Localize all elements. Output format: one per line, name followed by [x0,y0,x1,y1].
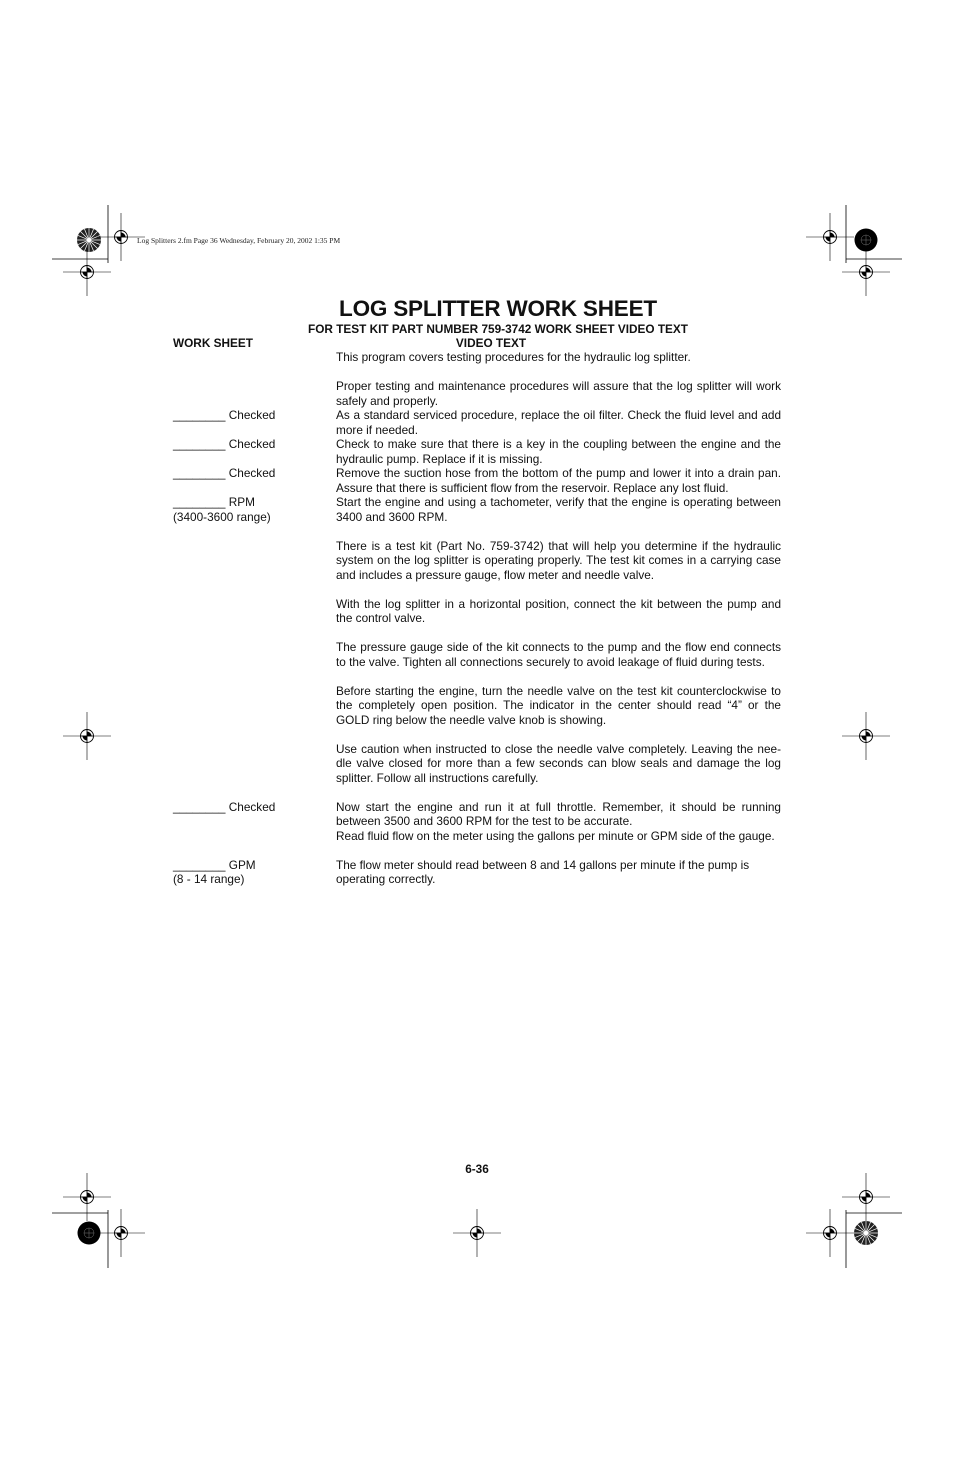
text-line: Read fluid flow on the meter using the gallons per minute or GPM side of the gauge. [336,828,775,843]
work-sheet-cell [173,495,336,524]
column-header-video-text: VIDEO TEXT [455,336,527,350]
text-line: between 3500 and 3600 RPM for the test to be accurate. [336,814,633,828]
table-row [173,495,781,524]
table-row [173,466,781,495]
video-text-cell [336,597,781,626]
table-row [173,350,781,365]
work-sheet-cell [173,640,336,669]
rpm-blank[interactable]: ________ RPM [173,495,255,509]
text-line: the completely open position. The indicator in the center should read “4” or the [336,698,781,712]
work-sheet-cell [173,858,336,887]
video-text-cell [336,495,781,524]
rpm-range-label: (3400-3600 range) [173,509,271,524]
gpm-blank[interactable]: ________ GPM [173,857,256,872]
work-sheet-cell [173,379,336,408]
work-sheet-cell [173,539,336,583]
checked-blank[interactable]: ________ Checked [173,437,276,451]
video-text-cell [336,539,781,583]
text-line: Now start the engine and run it at full throttle. Remember, it should be running [336,799,781,814]
registration-mark-icon [63,712,111,760]
registration-mark-icon [63,248,111,296]
text-line: system on the log splitter is operating properly. The test kit comes in a carrying case [336,553,781,567]
text-line: There is a test kit (Part No. 759-3742) that will help you determine if the hydraulic [336,538,781,553]
video-text-cell [336,742,781,786]
page-subtitle: FOR TEST KIT PART NUMBER 759-3742 WORK SHEET VIDEO TEXT [308,322,688,336]
registration-mark-icon [842,1173,890,1221]
text-line: safely and properly. [336,393,439,408]
table-row [173,800,781,844]
work-sheet-cell [173,742,336,786]
text-line: As a standard serviced procedure, replace the oil filter. Check the fluid level and add [336,408,781,422]
text-line: Proper testing and maintenance procedures will assure that the log splitter will work [336,379,781,393]
video-text-cell [336,858,781,887]
registration-mark-icon [97,1209,145,1257]
table-row [173,597,781,626]
work-sheet-cell [173,800,336,844]
work-sheet-cell [173,350,336,365]
registration-mark-icon [842,248,890,296]
table-row [173,640,781,669]
work-sheet-cell [173,437,336,466]
video-text-cell [336,466,781,495]
video-text-cell [336,379,781,408]
text-line: the control valve. [336,611,426,625]
table-row [173,684,781,728]
text-line: operating correctly. [336,872,436,886]
starburst-target-icon [77,228,101,252]
checked-blank[interactable]: ________ Checked [173,466,276,480]
text-line: Remove the suction hose from the bottom of the pump and lower it into a drain pan. [336,466,781,480]
text-line: This program covers testing procedures for the hydraulic log splitter. [336,350,691,364]
work-sheet-cell [173,597,336,626]
starburst-target-icon [854,1221,878,1245]
registration-mark-icon [806,1209,854,1257]
file-slug-line: Log Splitters 2.fm Page 36 Wednesday, February 20, 2002 1:35 PM [137,236,341,245]
table-row [173,858,781,887]
video-text-cell [336,408,781,437]
table-row [173,742,781,786]
column-header-work-sheet: WORK SHEET [173,336,253,350]
text-line: more if needed. [336,422,418,437]
text-line: Start the engine and using a tachometer, verify that the engine is operating between [336,495,781,509]
page-number: 6-36 [465,1162,489,1176]
video-text-cell [336,684,781,728]
table-row [173,408,781,437]
page-title: LOG SPLITTER WORK SHEET [339,296,657,321]
checked-blank[interactable]: ________ Checked [173,799,276,814]
table-row [173,437,781,466]
work-sheet-cell [173,684,336,728]
text-line: to the valve. Tighten all connections securely to avoid leakage of fluid during tests. [336,654,765,669]
registration-mark-icon [806,213,854,261]
text-line: dle valve closed for more than a few seconds can blow seals and damage the log [336,756,781,770]
gpm-range-label: (8 - 14 range) [173,872,245,886]
table-row [173,379,781,408]
text-line: Check to make sure that there is a key in the coupling between the engine and the [336,437,781,451]
work-sheet-table [173,350,781,887]
registration-mark-icon [63,1173,111,1221]
text-line: Before starting the engine, turn the needle valve on the test kit counterclockwise to [336,683,781,698]
table-row [173,539,781,583]
text-line: With the log splitter in a horizontal position, connect the kit between the pump and [336,596,781,611]
video-text-cell [336,350,781,365]
text-line: GOLD ring below the needle valve knob is showing. [336,712,607,727]
checked-blank[interactable]: ________ Checked [173,408,276,422]
video-text-cell [336,437,781,466]
text-line: The pressure gauge side of the kit connects to the pump and the flow end connects [336,640,781,654]
text-line: splitter. Follow all instructions carefully. [336,770,539,785]
text-line: and includes a pressure gauge, flow meter and needle valve. [336,567,655,582]
text-line: The flow meter should read between 8 and 14 gallons per minute if the pump is [336,857,750,872]
registration-mark-icon [842,712,890,760]
work-sheet-cell [173,408,336,437]
text-line: 3400 and 3600 RPM. [336,509,448,524]
work-sheet-cell [173,466,336,495]
video-text-cell [336,640,781,669]
text-line: hydraulic pump. Replace if it is missing. [336,451,543,466]
video-text-cell [336,800,781,844]
registration-mark-icon [453,1209,501,1257]
text-line: Assure that there is sufficient flow from the reservoir. Replace any lost fluid. [336,480,729,495]
text-line: Use caution when instructed to close the needle valve completely. Leaving the nee- [336,741,781,756]
